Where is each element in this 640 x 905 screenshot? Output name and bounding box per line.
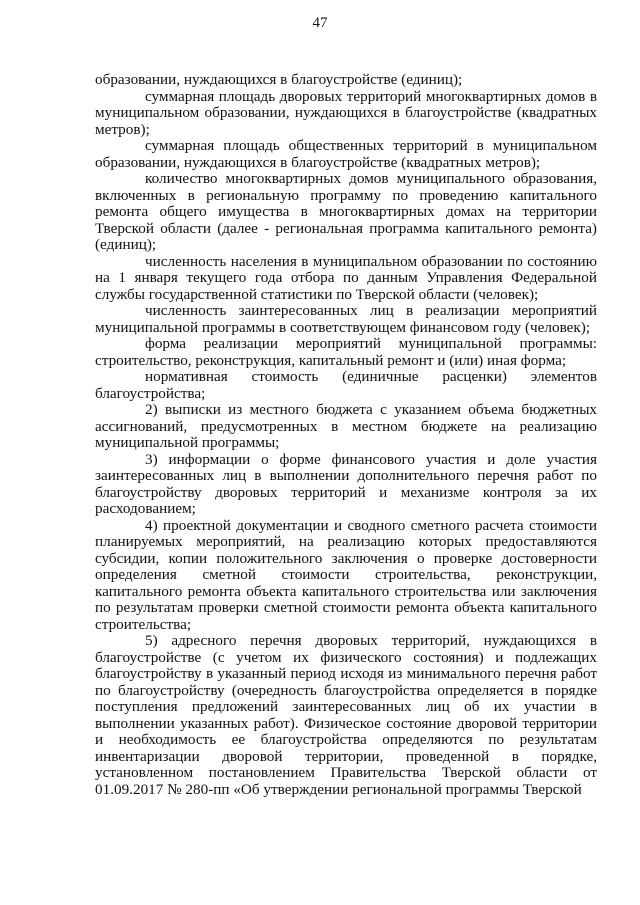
paragraph-item-5: 5) адресного перечня дворовых территорий, нуждающихся в благоустройстве (с учетом их физического состояния) и подлежащих благоустройству в указанный период исходя из минимального перечня работ по благоустройству (очередность благоустройства определяется в порядке поступления предложений заинтересованных лиц об их участии в выполнении указанных работ). Физическое состояние дворовой территории и необходимость ее благоустройства определяются по результатам инвентаризации дворовой территории, проведенной в порядке, установленном постановлением Правительства Тверской области от 01.09.2017 № 280-пп «Об утверждении региональной программы Тверской (95, 632, 597, 798)
paragraph-interested-persons: численность заинтересованных лиц в реализации мероприятий муниципальной программы в соответствующем финансовом году (человек); (95, 302, 597, 336)
paragraph-continuation: образовании, нуждающихся в благоустройстве (единиц); (95, 71, 463, 88)
paragraph-yard-area: суммарная площадь дворовых территорий многоквартирных домов в муниципальном образовании, нуждающихся в благоустройстве (квадратных метров); (95, 87, 597, 138)
document-body (95, 72, 597, 798)
paragraph-implementation-form: форма реализации мероприятий муниципальной программы: строительство, реконструкция, капитальный ремонт и (или) иная форма; (95, 335, 597, 369)
paragraph-population: численность населения в муниципальном образовании по состоянию на 1 января текущего года отбора по данным Управления Федеральной службы государственной статистики по Тверской области (человек); (95, 252, 597, 303)
paragraph-apartment-buildings: количество многоквартирных домов муниципального образования, включенных в региональную программу по проведению капитального ремонта общего имущества в многоквартирных домах на территории Тверской области (далее - региональная программа капитального ремонта) (единиц); (95, 170, 597, 253)
paragraph-item-3: 3) информации о форме финансового участия и доле участия заинтересованных лиц в выполнении дополнительного перечня работ по благоустройству дворовых территорий и механизме контроля за их расходованием; (95, 450, 597, 517)
paragraph-public-area: суммарная площадь общественных территорий в муниципальном образовании, нуждающихся в благоустройстве (квадратных метров); (95, 137, 597, 171)
page-number: 47 (312, 15, 328, 31)
paragraph-item-2: 2) выписки из местного бюджета с указанием объема бюджетных ассигнований, предусмотренных в местном бюджете на реализацию муниципальной программы; (95, 401, 597, 451)
paragraph-item-4: 4) проектной документации и сводного сметного расчета стоимости планируемых мероприятий, на реализацию которых предоставляются субсидии, копии положительного заключения о проверке достоверности определения сметной стоимости строительства, реконструкции, капитального ремонта объекта капитального строительства или заключения по результатам проверки сметной стоимости ремонта объекта капитального строительства; (95, 516, 597, 633)
paragraph-normative-cost: нормативная стоимость (единичные расценки) элементов благоустройства; (95, 368, 597, 402)
